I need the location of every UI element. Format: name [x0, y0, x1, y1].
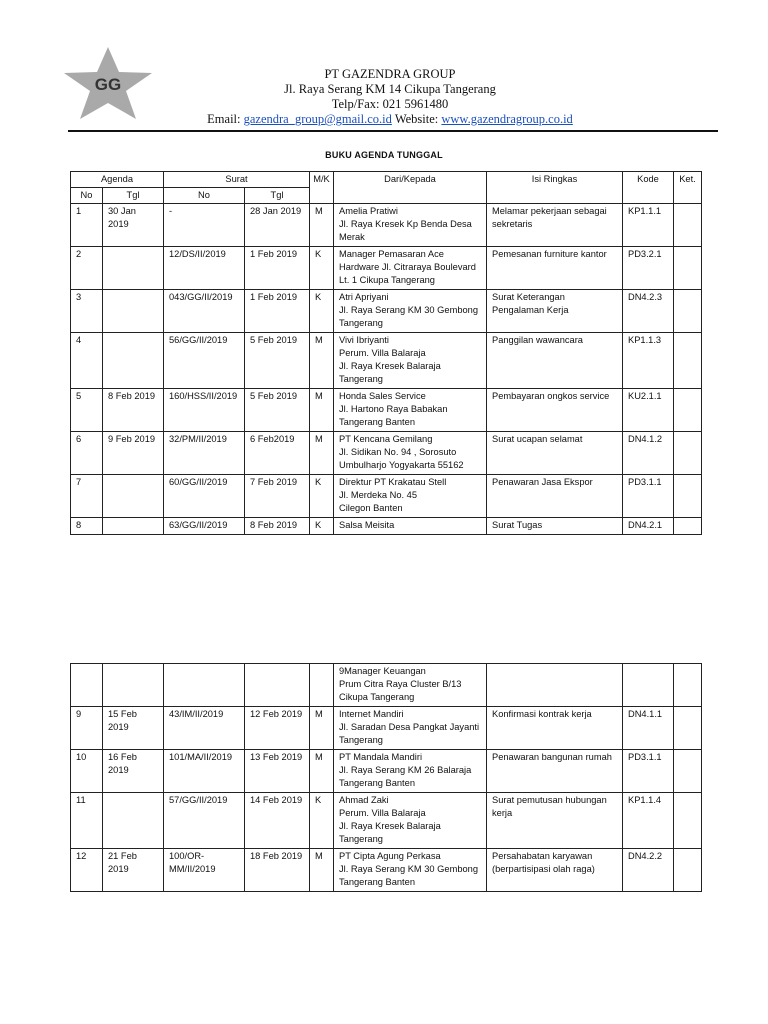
- cell-dari: [334, 247, 487, 290]
- cell-dari-line: Salsa Meisita: [339, 520, 395, 530]
- cell-surat-no: 160/HSS/II/2019: [164, 389, 245, 432]
- cell-no: 8: [71, 518, 103, 535]
- cell-ket: [674, 518, 702, 535]
- cell-dari: [334, 664, 487, 707]
- col-header-surat-tgl: Tgl: [245, 188, 310, 204]
- cell-no: 3: [71, 290, 103, 333]
- cell-dari-line: Jl. Raya Kresek Balaraja Tangerang: [339, 821, 441, 844]
- cell-tgl: 9 Feb 2019: [103, 432, 164, 475]
- cell-mk: M: [310, 389, 334, 432]
- cell-ket: [674, 849, 702, 892]
- cell-surat-tgl: 28 Jan 2019: [245, 204, 310, 247]
- cell-dari: [334, 389, 487, 432]
- cell-ket: [674, 664, 702, 707]
- cell-mk: M: [310, 432, 334, 475]
- cell-dari-line: Jl. Merdeka No. 45: [339, 490, 418, 500]
- company-contact: [150, 112, 630, 127]
- cell-surat-tgl: 12 Feb 2019: [245, 707, 310, 750]
- cell-dari-line: Jl. Hartono Raya Babakan Tangerang Banten: [339, 404, 448, 427]
- cell-mk: M: [310, 849, 334, 892]
- col-header-agenda: Agenda: [71, 172, 164, 188]
- cell-surat-no: -: [164, 204, 245, 247]
- cell-tgl: 16 Feb 2019: [103, 750, 164, 793]
- company-phone: Telp/Fax: 021 5961480: [331, 97, 449, 111]
- table-row: [71, 432, 702, 475]
- cell-ket: [674, 204, 702, 247]
- company-address: Jl. Raya Serang KM 14 Cikupa Tangerang: [284, 82, 496, 96]
- cell-dari-line: Atri Apriyani: [339, 292, 389, 302]
- cell-ket: [674, 290, 702, 333]
- cell-no: 12: [71, 849, 103, 892]
- cell-dari-line: Jl. Sidikan No. 94 , Sorosuto Umbulharjo Yogyakarta 55162: [339, 447, 464, 470]
- cell-kode: DN4.2.3: [623, 290, 674, 333]
- cell-ket: [674, 475, 702, 518]
- cell-kode: DN4.2.1: [623, 518, 674, 535]
- cell-mk: M: [310, 204, 334, 247]
- col-header-no: No: [71, 188, 103, 204]
- cell-tgl: [103, 664, 164, 707]
- table-row: [71, 204, 702, 247]
- cell-kode: KP1.1.1: [623, 204, 674, 247]
- table-row: [71, 333, 702, 389]
- cell-surat-tgl: 6 Feb2019: [245, 432, 310, 475]
- cell-mk: K: [310, 518, 334, 535]
- cell-dari-line: Jl. Raya Serang KM 26 Balaraja Tangerang Banten: [339, 765, 472, 788]
- cell-dari: [334, 204, 487, 247]
- cell-kode: KP1.1.3: [623, 333, 674, 389]
- cell-dari: [334, 793, 487, 849]
- cell-no: 10: [71, 750, 103, 793]
- cell-dari: [334, 333, 487, 389]
- cell-ket: [674, 389, 702, 432]
- cell-dari-line: Cilegon Banten: [339, 503, 403, 513]
- cell-mk: K: [310, 475, 334, 518]
- cell-isi: Persahabatan karyawan (berpartisipasi olah raga): [487, 849, 623, 892]
- cell-no: 7: [71, 475, 103, 518]
- cell-mk: M: [310, 333, 334, 389]
- cell-dari-line: Prum Citra Raya Cluster B/13: [339, 679, 462, 689]
- cell-dari: [334, 475, 487, 518]
- cell-dari-line: Manager Pemasaran Ace Hardware Jl. Citraraya Boulevard Lt. 1 Cikupa Tangerang: [339, 249, 476, 285]
- table-row: [71, 750, 702, 793]
- cell-surat-tgl: 1 Feb 2019: [245, 290, 310, 333]
- cell-surat-tgl: 1 Feb 2019: [245, 247, 310, 290]
- cell-surat-no: 043/GG/II/2019: [164, 290, 245, 333]
- col-header-surat-no: No: [164, 188, 245, 204]
- cell-dari-line: PT Mandala Mandiri: [339, 752, 423, 762]
- cell-surat-tgl: 14 Feb 2019: [245, 793, 310, 849]
- cell-dari-line: Ahmad Zaki: [339, 795, 389, 805]
- cell-surat-no: 60/GG/II/2019: [164, 475, 245, 518]
- cell-tgl: 30 Jan 2019: [103, 204, 164, 247]
- agenda-body-continued: [71, 664, 702, 892]
- cell-kode: PD3.1.1: [623, 750, 674, 793]
- cell-dari-line: Perum. Villa Balaraja: [339, 348, 426, 358]
- table-row: [71, 518, 702, 535]
- cell-dari: [334, 518, 487, 535]
- cell-dari-line: Cikupa Tangerang: [339, 692, 415, 702]
- cell-isi: Surat ucapan selamat: [487, 432, 623, 475]
- cell-ket: [674, 793, 702, 849]
- col-header-kode: Kode: [623, 172, 674, 204]
- cell-dari-line: Perum. Villa Balaraja: [339, 808, 426, 818]
- website-label: Website:: [394, 112, 439, 126]
- agenda-table: [70, 171, 702, 535]
- cell-dari-line: PT Cipta Agung Perkasa: [339, 851, 441, 861]
- cell-no: [71, 664, 103, 707]
- document-title: BUKU AGENDA TUNGGAL: [325, 150, 443, 160]
- col-header-surat: Surat: [164, 172, 310, 188]
- cell-surat-no: 63/GG/II/2019: [164, 518, 245, 535]
- cell-surat-no: 56/GG/II/2019: [164, 333, 245, 389]
- cell-dari-line: Jl. Saradan Desa Pangkat Jayanti Tangerang: [339, 722, 480, 745]
- cell-ket: [674, 333, 702, 389]
- website-link[interactable]: www.gazendragroup.co.id: [441, 112, 573, 126]
- cell-tgl: [103, 247, 164, 290]
- cell-mk: M: [310, 750, 334, 793]
- table-row: [71, 849, 702, 892]
- cell-kode: KP1.1.4: [623, 793, 674, 849]
- cell-no: 9: [71, 707, 103, 750]
- cell-mk: M: [310, 707, 334, 750]
- letterhead: [150, 67, 630, 127]
- cell-tgl: 21 Feb 2019: [103, 849, 164, 892]
- cell-tgl: [103, 518, 164, 535]
- cell-dari-line: Jl. Raya Serang KM 30 Gembong Tangerang Banten: [339, 864, 479, 887]
- cell-surat-no: 12/DS/II/2019: [164, 247, 245, 290]
- cell-tgl: [103, 333, 164, 389]
- email-link[interactable]: gazendra_group@gmail.co.id: [243, 112, 392, 126]
- cell-isi: Pemesanan furniture kantor: [487, 247, 623, 290]
- cell-mk: [310, 664, 334, 707]
- cell-isi: Surat pemutusan hubungan kerja: [487, 793, 623, 849]
- cell-isi: Melamar pekerjaan sebagai sekretaris: [487, 204, 623, 247]
- cell-surat-tgl: [245, 664, 310, 707]
- table-row: [71, 475, 702, 518]
- email-label: Email:: [207, 112, 241, 126]
- cell-surat-tgl: 7 Feb 2019: [245, 475, 310, 518]
- cell-dari: [334, 432, 487, 475]
- cell-dari-line: Jl. Raya Kresek Kp Benda Desa Merak: [339, 219, 472, 242]
- cell-tgl: [103, 290, 164, 333]
- cell-isi: Pembayaran ongkos service: [487, 389, 623, 432]
- company-name: PT GAZENDRA GROUP: [324, 67, 456, 81]
- cell-ket: [674, 247, 702, 290]
- cell-surat-no: [164, 664, 245, 707]
- logo-text: GG: [94, 75, 122, 94]
- cell-dari-line: Direktur PT Krakatau Stell: [339, 477, 447, 487]
- table-row: [71, 290, 702, 333]
- cell-surat-tgl: 5 Feb 2019: [245, 389, 310, 432]
- cell-no: 1: [71, 204, 103, 247]
- cell-no: 4: [71, 333, 103, 389]
- cell-dari-line: 9Manager Keuangan: [339, 666, 426, 676]
- cell-surat-tgl: 5 Feb 2019: [245, 333, 310, 389]
- company-logo: [60, 45, 156, 121]
- cell-isi: [487, 664, 623, 707]
- cell-dari-line: Vivi Ibriyanti: [339, 335, 389, 345]
- cell-ket: [674, 432, 702, 475]
- table-row: [71, 664, 702, 707]
- star-icon: [60, 45, 156, 121]
- cell-no: 2: [71, 247, 103, 290]
- header-row-main: [71, 172, 702, 188]
- cell-kode: DN4.1.2: [623, 432, 674, 475]
- cell-dari-line: Jl. Raya Serang KM 30 Gembong Tangerang: [339, 305, 479, 328]
- cell-kode: DN4.1.1: [623, 707, 674, 750]
- table-row: [71, 793, 702, 849]
- col-header-tgl: Tgl: [103, 188, 164, 204]
- col-header-isi: Isi Ringkas: [487, 172, 623, 204]
- table-row: [71, 389, 702, 432]
- cell-mk: K: [310, 247, 334, 290]
- cell-dari-line: Amelia Pratiwi: [339, 206, 398, 216]
- cell-isi: Konfirmasi kontrak kerja: [487, 707, 623, 750]
- header-divider: [68, 130, 718, 132]
- cell-surat-tgl: 8 Feb 2019: [245, 518, 310, 535]
- cell-tgl: [103, 793, 164, 849]
- cell-isi: Penawaran Jasa Ekspor: [487, 475, 623, 518]
- cell-isi: Panggilan wawancara: [487, 333, 623, 389]
- cell-dari: [334, 707, 487, 750]
- cell-dari-line: PT Kencana Gemilang: [339, 434, 433, 444]
- agenda-body: [71, 204, 702, 535]
- cell-dari-line: Internet Mandiri: [339, 709, 404, 719]
- col-header-mk: M/K: [310, 172, 334, 204]
- cell-no: 11: [71, 793, 103, 849]
- cell-kode: PD3.2.1: [623, 247, 674, 290]
- cell-surat-no: 100/OR-MM/II/2019: [164, 849, 245, 892]
- cell-surat-no: 32/PM/II/2019: [164, 432, 245, 475]
- cell-ket: [674, 750, 702, 793]
- cell-kode: [623, 664, 674, 707]
- cell-mk: K: [310, 793, 334, 849]
- cell-mk: K: [310, 290, 334, 333]
- table-row: [71, 247, 702, 290]
- cell-kode: PD3.1.1: [623, 475, 674, 518]
- cell-surat-tgl: 13 Feb 2019: [245, 750, 310, 793]
- cell-dari-line: Jl. Raya Kresek Balaraja Tangerang: [339, 361, 441, 384]
- cell-kode: DN4.2.2: [623, 849, 674, 892]
- cell-tgl: 15 Feb 2019: [103, 707, 164, 750]
- cell-dari: [334, 750, 487, 793]
- cell-isi: Surat Tugas: [487, 518, 623, 535]
- cell-surat-tgl: 18 Feb 2019: [245, 849, 310, 892]
- cell-no: 5: [71, 389, 103, 432]
- col-header-dari: Dari/Kepada: [334, 172, 487, 204]
- agenda-table-continued: [70, 663, 702, 892]
- cell-dari: [334, 290, 487, 333]
- cell-tgl: 8 Feb 2019: [103, 389, 164, 432]
- cell-surat-no: 43/IM/II/2019: [164, 707, 245, 750]
- col-header-ket: Ket.: [674, 172, 702, 204]
- cell-surat-no: 101/MA/II/2019: [164, 750, 245, 793]
- cell-isi: Surat Keterangan Pengalaman Kerja: [487, 290, 623, 333]
- cell-kode: KU2.1.1: [623, 389, 674, 432]
- cell-no: 6: [71, 432, 103, 475]
- cell-ket: [674, 707, 702, 750]
- cell-surat-no: 57/GG/II/2019: [164, 793, 245, 849]
- table-row: [71, 707, 702, 750]
- cell-isi: Penawaran bangunan rumah: [487, 750, 623, 793]
- cell-dari-line: Honda Sales Service: [339, 391, 426, 401]
- cell-tgl: [103, 475, 164, 518]
- cell-dari: [334, 849, 487, 892]
